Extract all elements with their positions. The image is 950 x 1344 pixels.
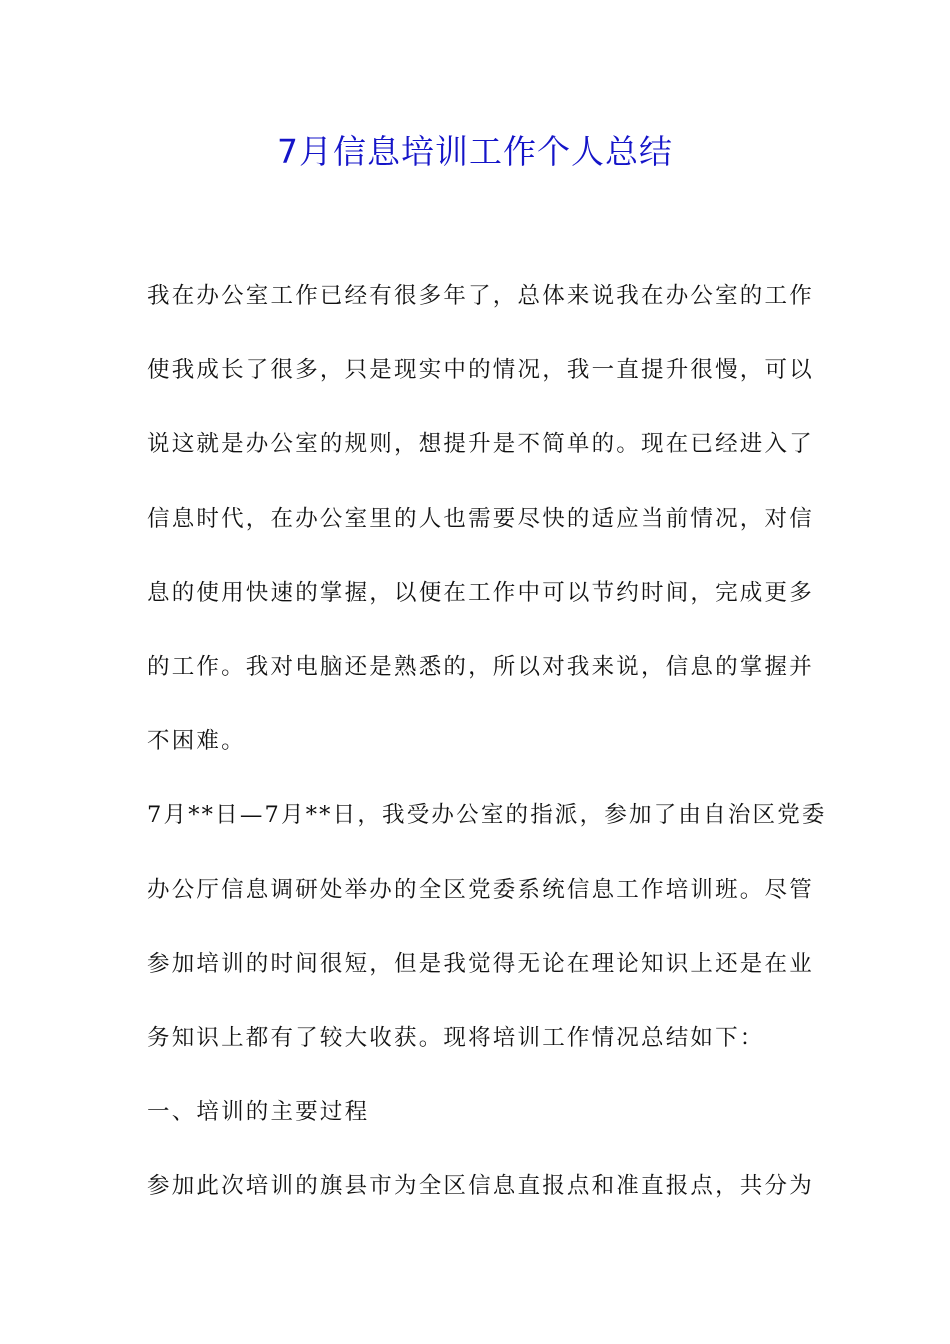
body-line-13: 参加此次培训的旗县市为全区信息直报点和准直报点，共分为 — [147, 1173, 814, 1200]
body-line-3: 说这就是办公室的规则，想提升是不简单的。现在已经进入了 — [147, 431, 814, 458]
body-line-10: 参加培训的时间很短，但是我觉得无论在理论知识上还是在业 — [147, 950, 814, 977]
section-heading-1: 一、培训的主要过程 — [147, 1099, 370, 1126]
document-title: 7月信息培训工作个人总结 — [277, 132, 673, 171]
body-line-7: 不困难。 — [147, 728, 246, 755]
body-line-11: 务知识上都有了较大收获。现将培训工作情况总结如下： — [147, 1024, 765, 1051]
body-line-2: 使我成长了很多，只是现实中的情况，我一直提升很慢，可以 — [147, 357, 814, 384]
document-body — [147, 259, 827, 1223]
body-line-5: 息的使用快速的掌握，以便在工作中可以节约时间，完成更多 — [147, 579, 814, 606]
body-line-6: 的工作。我对电脑还是熟悉的，所以对我来说，信息的掌握并 — [147, 653, 814, 680]
body-line-9: 办公厅信息调研处举办的全区党委系统信息工作培训班。尽管 — [147, 876, 814, 903]
body-line-1: 我在办公室工作已经有很多年了，总体来说我在办公室的工作 — [147, 283, 814, 309]
body-line-8: 7月**日—7月**日，我受办公室的指派，参加了由自治区党委 — [147, 802, 827, 829]
body-line-4: 信息时代，在办公室里的人也需要尽快的适应当前情况，对信 — [147, 505, 814, 532]
